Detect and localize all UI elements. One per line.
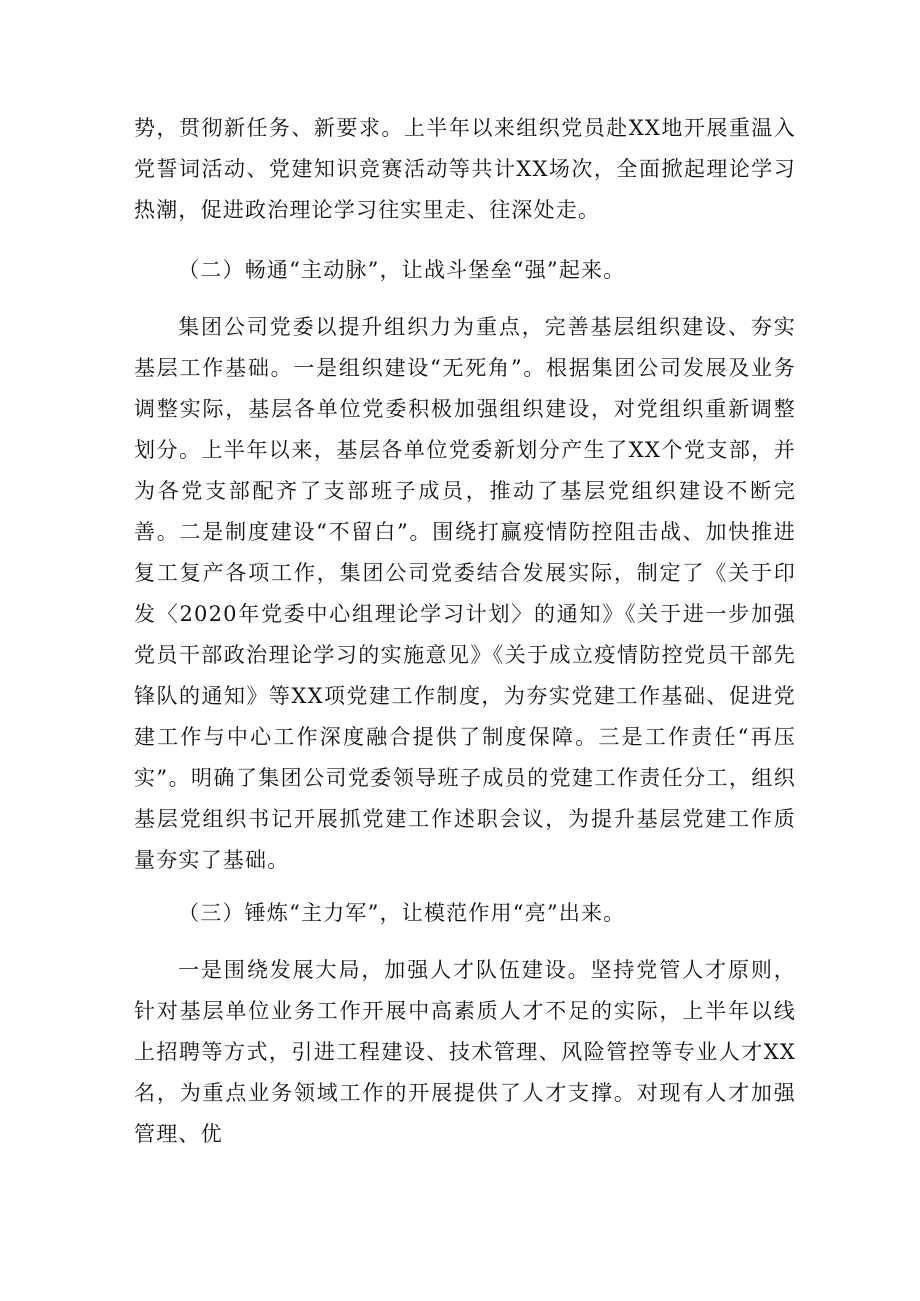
section-heading-two: （二）畅通“主动脉”，让战斗堡垒“强”起来。 [178, 258, 626, 282]
document-body [134, 108, 796, 1171]
section-heading-three: （三）锤炼“主力军”，让模范作用“亮”出来。 [178, 901, 626, 925]
paragraph-talent-building: 一是围绕发展大局，加强人才队伍建设。坚持党管人才原则，针对基层单位业务工作开展中高素质人才不足的实际，上半年以线上招聘等方式，引进工程建设、技术管理、风险管控等专业人才XX名，为重点业务领域工作的开展提供了人才支撑。对现有人才加强管理、优 [134, 958, 796, 1146]
paragraph-theory-study-continued: 势，贯彻新任务、新要求。上半年以来组织党员赴XX地开展重温入党誓词活动、党建知识竞赛活动等共计XX场次，全面掀起理论学习热潮，促进政治理论学习往实里走、往深处走。 [134, 116, 796, 222]
paragraph-organization-building: 集团公司党委以提升组织力为重点，完善基层组织建设、夯实基层工作基础。一是组织建设“无死角”。根据集团公司发展及业务调整实际，基层各单位党委积极加强组织建设，对党组织重新调整划分。上半年以来，基层各单位党委新划分产生了XX个党支部，并为各党支部配齐了支部班子成员，推动了基层党组织建设不断完善。二是制度建设“不留白”。围绕打赢疫情防控阻击战、加快推进复工复产各项工作，集团公司党委结合发展实际，制定了《关于印发〈2020年党委中心组理论学习计划〉的通知》《关于进一步加强党员干部政治理论学习的实施意见》《关于成立疫情防控党员干部先锋队的通知》等XX项党建工作制度，为夯实党建工作基础、促进党建工作与中心工作深度融合提供了制度保障。三是工作责任“再压实”。明确了集团公司党委领导班子成员的党建工作责任分工，组织基层党组织书记开展抓党建工作述职会议，为提升基层党建工作质量夯实了基础。 [134, 315, 796, 872]
